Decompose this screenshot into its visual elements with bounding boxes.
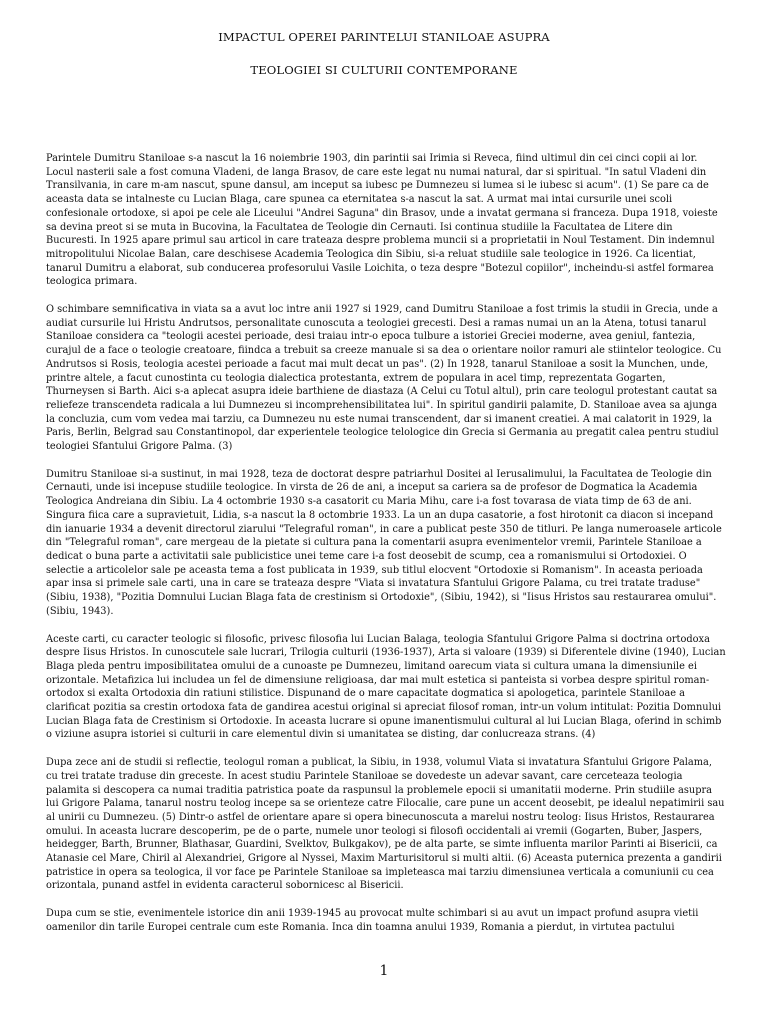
paragraph-1: Parintele Dumitru Staniloae s-a nascut la 16 noiembrie 1903, din parintii sai Irimia si Reveca, fiind ultimul din cei cinci copii ai lor. Locul nasterii sale a fost comuna Vladeni, de langa Brasov, de care este legat nu numai natural, dar si spiritual. "In satul Vladeni din Transilvania, in care m-am nascut, spune dansul, am inceput sa iubesc pe Dumnezeu si lumea si le iubesc si acum". (1) Se pare ca de aceasta data se intalneste cu Lucian Blaga, care spunea ca eternitatea s-a nascut la sat. A urmat mai intai cursurile unei scoli confesionale ortodoxe, si apoi pe cele ale Liceului "Andrei Saguna" din Brasov, unde a invatat germana si franceza. Dupa 1918, voieste sa devina preot si se muta in Bucovina, la Facultatea de Teologie din Cernauti. Isi continua studiile la Facultatea de Litere din Bucuresti. In 1925 apare primul sau articol in care trateaza despre problema muncii si a proprietatii in Noul Testament. Din indemnul mitropolitului Nicolae Balan, care deschisese Academia Teologica din Sibiu, si-a reluat studiile sale teologice in 1926. Ca licentiat, tanarul Dumitru a elaborat, sub conducerea profesorului Vasile Loichita, o teza despre "Botezul copiilor", incheindu-si astfel formarea teologica primara. <box>46 153 718 288</box>
document-body <box>46 152 726 949</box>
paragraph-2: O schimbare semnificativa in viata sa a avut loc intre anii 1927 si 1929, cand Dumitru Staniloae a fost trimis la studii in Grecia, unde a audiat cursurile lui Hristu Andrutsos, personalitate cunoscuta a teologiei grecesti. Desi a ramas numai un an la Atena, totusi tanarul Staniloae considera ca "teologii acestei perioade, desi traiau intr-o epoca tulbure a istoriei Greciei moderne, avea geniul, fantezia, curajul de a face o teologie creatoare, fiindca a trebuit sa creeze manuale si sa dea o orientare noilor ramuri ale stiintelor teologice. Cu Andrutsos si Rosis, teologia acestei perioade a facut mai mult decat un pas". (2) In 1928, tanarul Staniloae a sosit la Munchen, unde, printre altele, a facut cunostinta cu teologia dialectica protestanta, extrem de populara in acel timp, reprezentata Gogarten, Thurneysen si Barth. Aici s-a aplecat asupra ideie barthiene de diastaza (A Celui cu Totul altul), prin care teologul protestant cautat sa reliefeze transcendeta radicala a lui Dumnezeu si incomprehensibilitatea lui". In spiritul gandirii palamite, D. Staniloae avea sa ajunga la concluzia, cum vom vedea mai tarziu, ca Dumnezeu nu este numai transcendent, dar si imanent creatiei. A mai calatorit in 1929, la Paris, Berlin, Belgrad sau Constantinopol, dar experientele teologice telologice din Grecia si Germania au pregatit calea pentru studiul teologiei Sfantului Grigore Palma. (3) <box>46 304 722 453</box>
paragraph-4: Aceste carti, cu caracter teologic si filosofic, privesc filosofia lui Lucian Balaga, teologia Sfantului Grigore Palma si doctrina ortodoxa despre Iisus Hristos. In cunoscutele sale lucrari, Trilogia culturii (1936-1937), Arta si valoare (1939) si Diferentele divine (1940), Lucian Blaga pleda pentru imposibilitatea omului de a cunoaste pe Dumnezeu, limitand oarecum viata si cultura umana la dimensiunile ei orizontale. Metafizica lui includea un fel de dimensiune religioasa, dar mai mult estetica si panteista si vorbea despre spiritul roman-ortodox si exalta Ortodoxia din ratiuni stilistice. Dispunand de o mare capacitate dogmatica si apologetica, parintele Staniloae a clarificat pozitia sa crestin ortodoxa fata de gandirea acestui original si apreciat filosof roman, intr-un volum intitulat: Pozitia Domnului Lucian Blaga fata de Crestinism si Ortodoxie. In aceasta lucrare si opune imanentismului cultural al lui Lucian Blaga, oferind in schimb o viziune asupra istoriei si culturii in care elementul divin si umanitatea se disting, dar conlucreaza strans. (4) <box>46 633 726 741</box>
document-title-line-2: TEOLOGIEI SI CULTURII CONTEMPORANE <box>250 63 518 77</box>
paragraph-6: Dupa cum se stie, evenimentele istorice din anii 1939-1945 au provocat multe schimbari si au avut un impact profund asupra vietii oamenilor din tarile Europei centrale cum este Romania. Inca din toamna anului 1939, Romania a pierdut, in virtutea pactului <box>46 908 699 933</box>
page-number: 1 <box>379 963 389 979</box>
paragraph-3: Dumitru Staniloae si-a sustinut, in mai 1928, teza de doctorat despre patriarhul Dositei al Ierusalimului, la Facultatea de Teologie din Cernauti, unde isi incepuse studiile teologice. In virsta de 26 de ani, a inceput sa cariera sa de profesor de Dogmatica la Academia Teologica Andreiana din Sibiu. La 4 octombrie 1930 s-a casatorit cu Maria Mihu, care i-a fost tovarasa de viata timp de 63 de ani. Singura fiica care a supravietuit, Lidia, s-a nascut la 8 octombrie 1933. La un an dupa casatorie, a fost hirotonit ca diacon si incepand din ianuarie 1934 a devenit directorul ziarului "Telegraful roman", in care a publicat peste 350 de titluri. Pe langa numeroasele articole din "Telegraful roman", care mergeau de la pietate si cultura pana la comentarii asupra evenimentelor vremii, Parintele Staniloae a dedicat o buna parte a activitatii sale publicistice unei teme care i-a fost deosebit de scump, cea a romanismului si Ortodoxiei. O selectie a articolelor sale pe aceasta tema a fost publicata in 1939, sub titlul elocvent "Ortodoxie si Romanism". In aceasta perioada apar insa si primele sale carti, una in care se trateaza despre "Viata si invatatura Sfantului Grigore Palama, cu trei tratate traduse" (Sibiu, 1938), "Pozitia Domnului Lucian Blaga fata de crestinism si Ortodoxie", (Sibiu, 1942), si "Iisus Hristos sau restaurarea omului". (Sibiu, 1943). <box>46 468 722 617</box>
paragraph-5: Dupa zece ani de studii si reflectie, teologul roman a publicat, la Sibiu, in 1938, volumul Viata si invatatura Sfantului Grigore Palama, cu trei tratate traduse din greceste. In acest studiu Parintele Staniloae se dovedeste un adevar savant, care cerceteaza teologia palamita si descopera ca numai traditia patristica poate da raspunsul la problemele epocii si umanitatii moderne. Prin studiile asupra lui Grigore Palama, tanarul nostru teolog incepe sa se orienteze catre Filocalie, care pune un accent deosebit, pe idealul nepatimirii sau al unirii cu Dumnezeu. (5) Dintr-o astfel de orientare apare si opera binecunoscuta a marelui nostru teolog: Iisus Hristos, Restaurarea omului. In aceasta lucrare descoperim, pe de o parte, numele unor teologi si filosofi occidentali ai vremii (Gogarten, Buber, Jaspers, heidegger, Barth, Brunner, Blathasar, Guardini, Svelktov, Bulkgakov), pe de alta parte, se simte influenta marilor Parinti ai Bisericii, ca Atanasie cel Mare, Chiril al Alexandriei, Grigore al Nyssei, Maxim Marturisitorul si multi altii. (6) Aceasta puternica prezenta a gandirii patristice in opera sa teologica, il vor face pe Parintele Staniloae sa impleteasca mai tarziu dimensiunea verticala a comuniunii cu cea orizontala, punand astfel in evidenta caracterul sobornicesc al Bisericii. <box>46 757 725 892</box>
document-title-line-1: IMPACTUL OPEREI PARINTELUI STANILOAE ASUPRA <box>218 30 550 44</box>
